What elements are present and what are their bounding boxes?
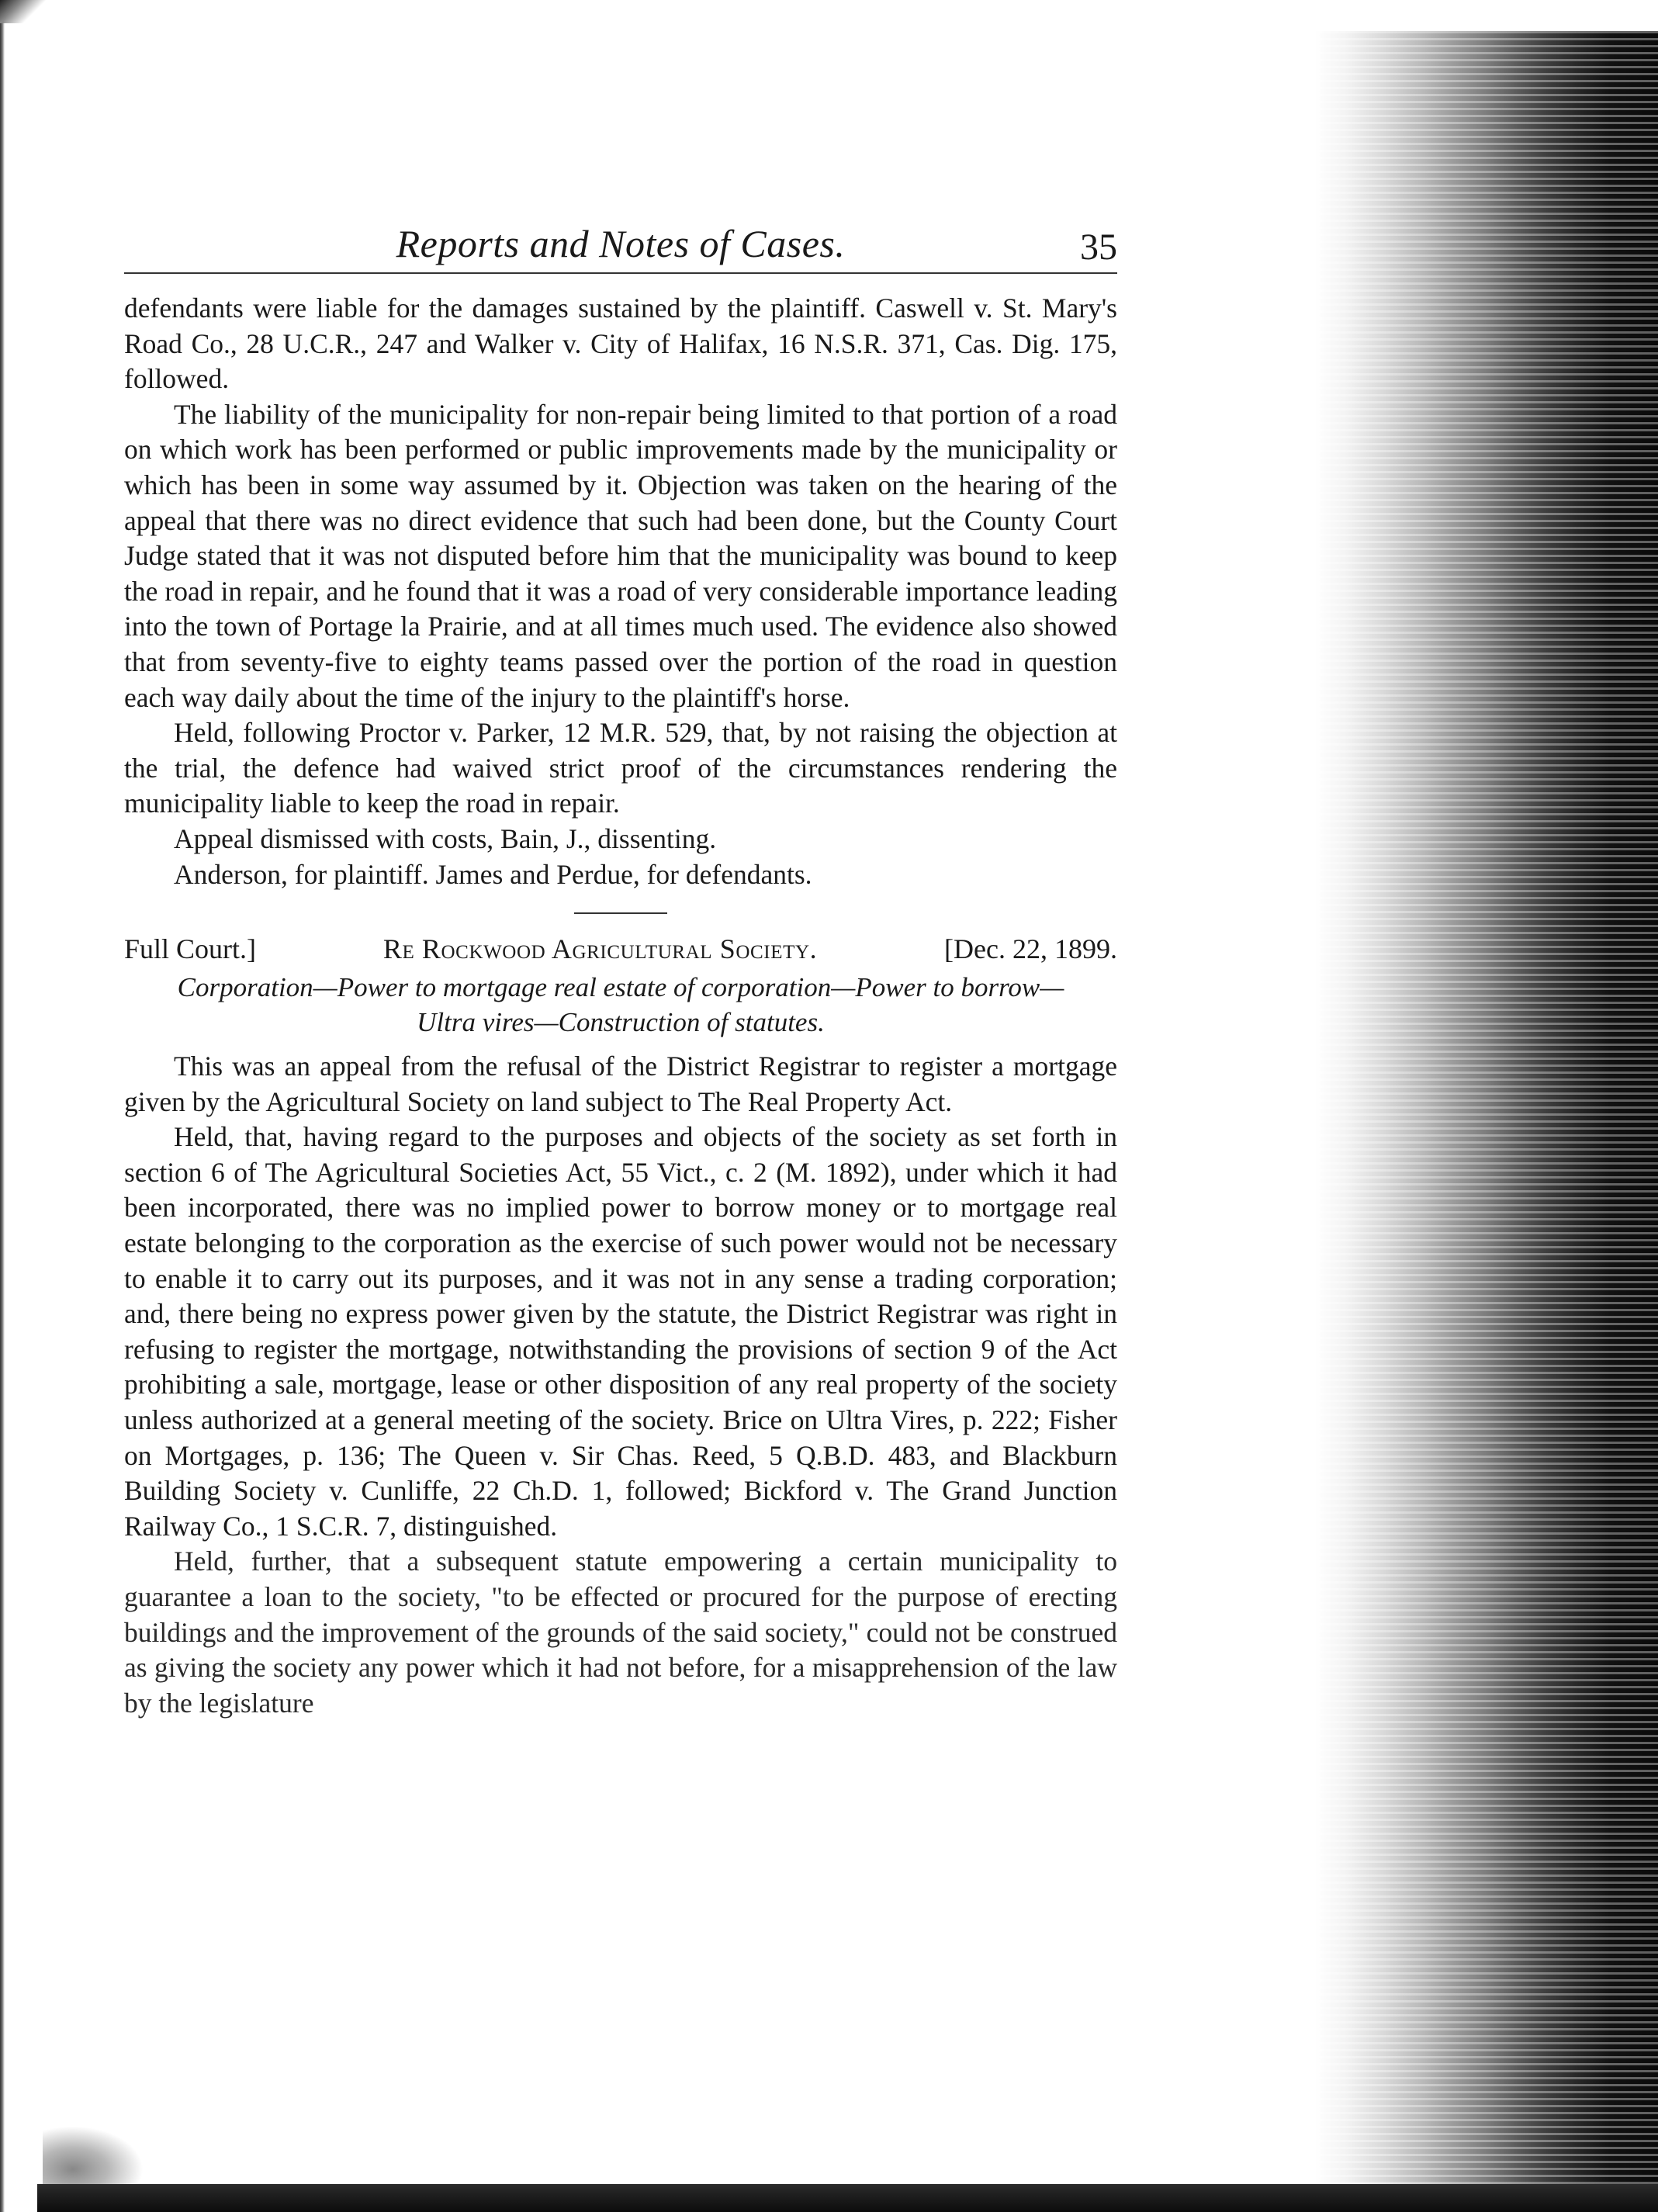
case-2-further-holding: Held, further, that a subsequent statute empowering a certain municipality to guarantee a loan to the society, "to be effected or procured for the purpose of erecting buildings and the improvement of the grounds of the said society," could not be construed as giving the society any power which it had not before, for a misapprehension of the law by the legislature (124, 1546, 1117, 1719)
case-2-holding: Held, that, having regard to the purposes and objects of the society as set forth in section 6 of The Agricultural Societies Act, 55 Vict., c. 2 (M. 1892), under which it had been incorporated, there was no implied power to borrow money or to mortgage real estate belonging to the corporation as the exercise of such power would not be necessary to enable it to carry out its purposes, and it was not in any sense a trading corporation; and, there being no express power given by the statute, the District Registrar was right in refusing to register the mortgage, notwithstanding the provisions of section 9 of the Act prohibiting a sale, mortgage, lease or other disposition of any real property of the society unless authorized at a general meeting of the society. Brice on Ultra Vires, p. 222; Fisher on Mortgages, p. 136; The Queen v. Sir Chas. Reed, 5 Q.B.D. 483, and Blackburn Building Society v. Cunliffe, 22 Ch.D. 1, followed; Bickford v. The Grand Junction Railway Co., 1 S.C.R. 7, distinguished. (124, 1121, 1117, 1542)
page-number: 35 (1080, 227, 1117, 268)
case-2-heading (124, 931, 1117, 967)
page-content (124, 221, 1117, 1721)
page-left-edge (0, 0, 5, 2212)
case-1-holding: Held, following Proctor v. Parker, 12 M.R. 529, that, by not raising the objection at the trial, the defence had waived strict proof of the circumstances rendering the municipality liable to keep the road in repair. (124, 717, 1117, 819)
case-catchwords: Corporation—Power to mortgage real estate of corporation—Power to borrow—Ultra vires—Construction of statutes. (177, 972, 1064, 1038)
case-1-disposition: Appeal dismissed with costs, Bain, J., dissenting. (174, 822, 717, 854)
case-1-paragraph-2: The liability of the municipality for non-repair being limited to that portion of a road on which work has been performed or public improvements made by the municipality or which has been in some way assumed by it. Objection was taken on the hearing of the appeal that there was no direct evidence that such had been done, but the County Court Judge stated that it was not disputed before him that the municipality was bound to keep the road in repair, and he found that it was a road of very considerable importance leading into the town of Portage la Prairie, and at all times much used. The evidence also showed that from seventy-five to eighty teams passed over the portion of the road in question each way daily about the time of the injury to the plaintiff's horse. (124, 398, 1117, 713)
case-2-body (124, 1049, 1117, 1721)
running-head (124, 221, 1117, 274)
scan-bottom-edge (37, 2184, 1658, 2212)
book-spine-shadow (1315, 31, 1658, 2184)
section-divider (574, 912, 667, 914)
case-title: Re Rockwood Agricultural Society. (382, 933, 818, 965)
scan-blot (43, 2126, 144, 2188)
case-1-body (124, 291, 1117, 892)
case-2-paragraph-1: This was an appeal from the refusal of the District Registrar to register a mortgage given by the Agricultural Society on land subject to The Real Property Act. (124, 1051, 1117, 1117)
running-title: Reports and Notes of Cases. (396, 222, 846, 265)
court-label: Full Court.] (124, 933, 257, 965)
case-1-counsel: Anderson, for plaintiff. James and Perdue, for defendants. (174, 858, 812, 890)
scan-corner-mark (0, 0, 54, 23)
case-1-paragraph-1: defendants were liable for the damages sustained by the plaintiff. Caswell v. St. Mary's Road Co., 28 U.C.R., 247 and Walker v. City of Halifax, 16 N.S.R. 371, Cas. Dig. 175, followed. (124, 293, 1117, 395)
case-date: [Dec. 22, 1899. (944, 933, 1117, 965)
